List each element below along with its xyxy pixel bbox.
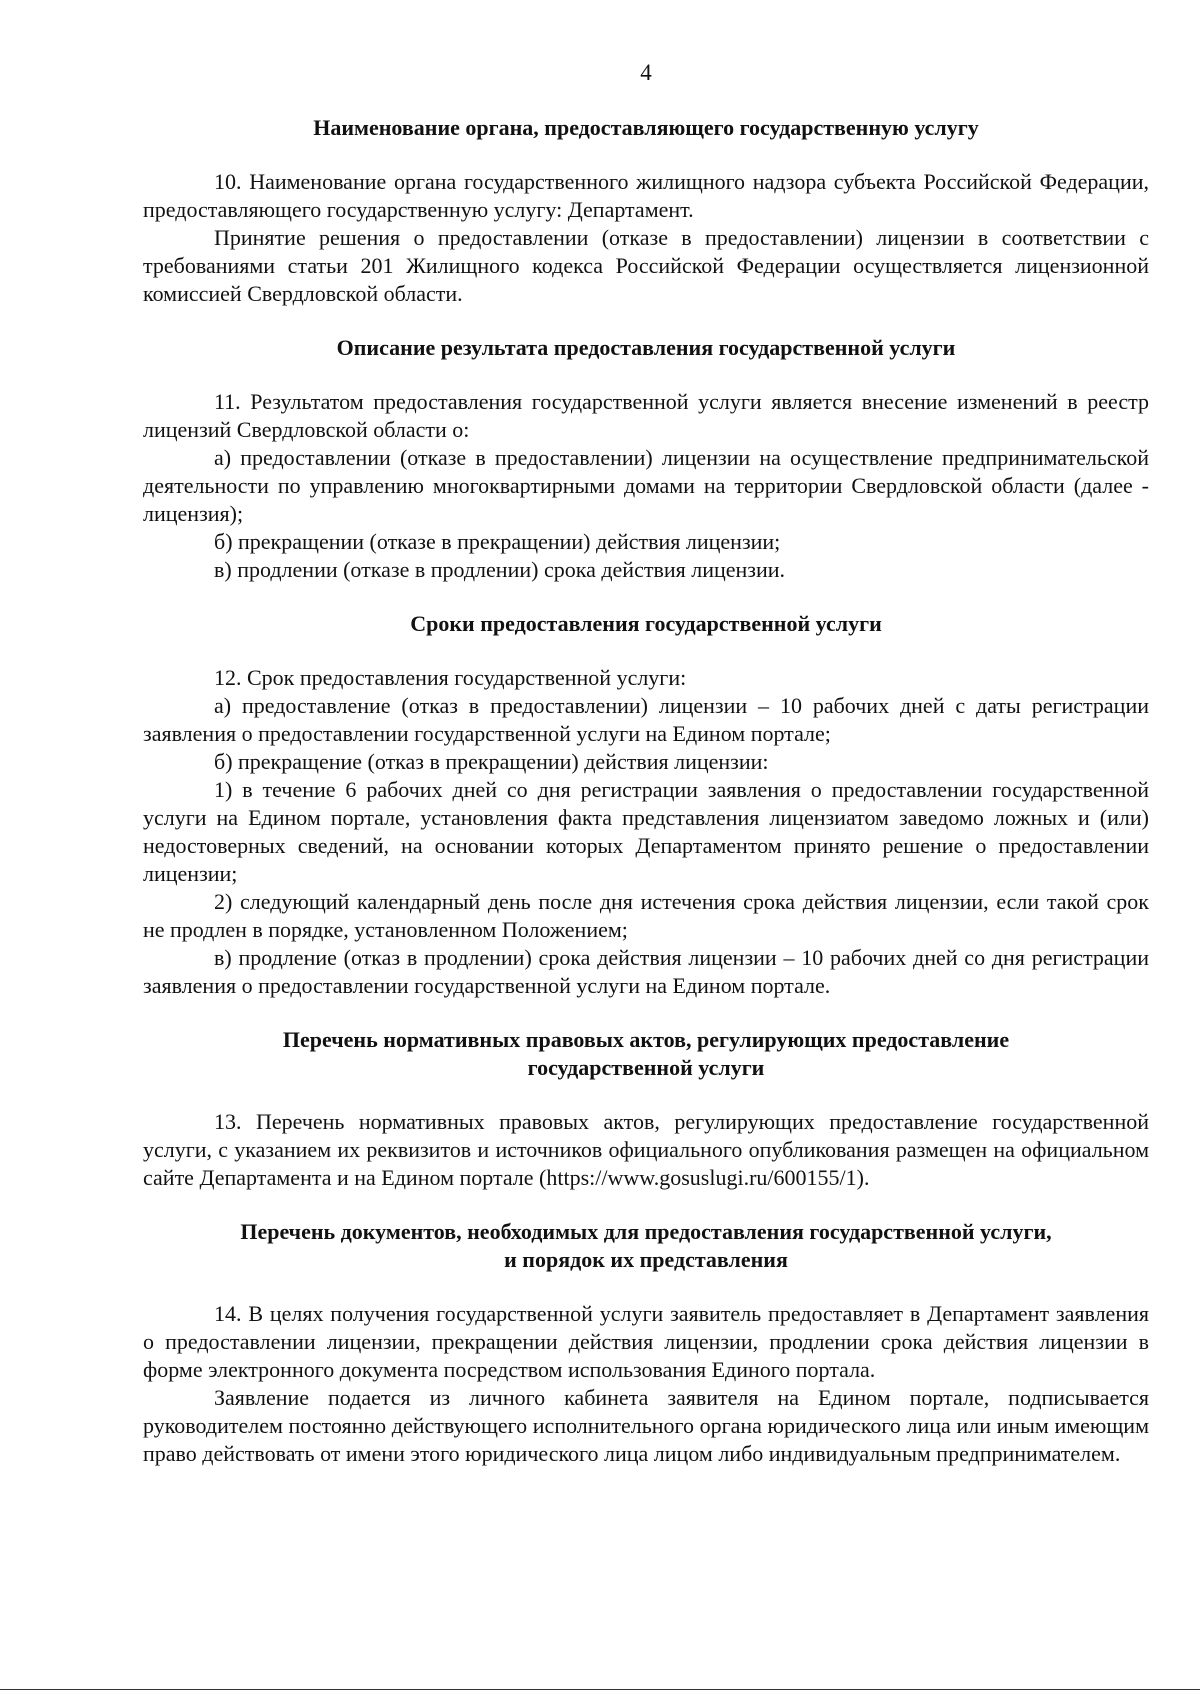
paragraph: 13. Перечень нормативных правовых актов, регулирующих предоставление государственной услуги, с указанием их реквизитов и источников официального опубликования размещен на официальном сайте Департамента и на Едином портале (https://www.gosuslugi.ru/600155/1). [143, 1109, 1149, 1190]
paragraph: а) предоставление (отказ в предоставлении) лицензии – 10 рабочих дней с даты регистрации заявления о предоставлении государственной услуги на Едином портале; [143, 693, 1149, 746]
section-heading [143, 1026, 1149, 1082]
heading-line: государственной услуги [527, 1055, 765, 1080]
paragraph: в) продлении (отказе в продлении) срока действия лицензии. [214, 557, 786, 582]
section-heading: Сроки предоставления государственной услуги [410, 611, 882, 636]
page-bottom-rule [0, 1689, 1200, 1690]
paragraph: б) прекращение (отказ в прекращении) действия лицензии: [214, 749, 769, 774]
paragraph: 10. Наименование органа государственного жилищного надзора субъекта Российской Федерации, предоставляющего государственную услугу: Департамент. [143, 169, 1149, 222]
section-heading [143, 1218, 1149, 1274]
section-heading: Наименование органа, предоставляющего государственную услугу [313, 115, 979, 140]
paragraph: Заявление подается из личного кабинета заявителя на Едином портале, подписывается руководителем постоянно действующего исполнительного органа юридического лица или иным имеющим право действовать от имени этого юридического лица лицом либо индивидуальным предпринимателем. [143, 1385, 1149, 1466]
page-number: 4 [640, 60, 652, 85]
heading-line: Перечень документов, необходимых для предоставления государственной услуги, [240, 1219, 1052, 1244]
section-terms [143, 610, 1149, 1000]
paragraph: 2) следующий календарный день после дня истечения срока действия лицензии, если такой срок не продлен в порядке, установленном Положением; [143, 889, 1149, 942]
paragraph: 1) в течение 6 рабочих дней со дня регистрации заявления о предоставлении государственной услуги на Едином портале, установления факта представления лицензиатом заведомо ложных и (или) недостоверных сведений, на основании которых Департаментом принято решение о предоставлении лицензии; [143, 777, 1149, 886]
paragraph: 12. Срок предоставления государственной услуги: [214, 665, 687, 690]
paragraph: б) прекращении (отказе в прекращении) действия лицензии; [214, 529, 781, 554]
paragraph: 11. Результатом предоставления государственной услуги является внесение изменений в реестр лицензий Свердловской области о: [143, 389, 1149, 442]
section-authority [143, 114, 1149, 308]
document-page [143, 60, 1149, 1468]
heading-line: и порядок их представления [504, 1247, 788, 1272]
paragraph: 14. В целях получения государственной услуги заявитель предоставляет в Департамент заявления о предоставлении лицензии, прекращении действия лицензии, продлении срока действия лицензии в форме электронного документа посредством использования Единого портала. [143, 1301, 1149, 1382]
paragraph: Принятие решения о предоставлении (отказе в предоставлении) лицензии в соответствии с требованиями статьи 201 Жилищного кодекса Российской Федерации осуществляется лицензионной комиссией Свердловской области. [143, 225, 1149, 306]
paragraph: а) предоставлении (отказе в предоставлении) лицензии на осуществление предпринимательской деятельности по управлению многоквартирными домами на территории Свердловской области (далее - лицензия); [143, 445, 1149, 526]
heading-line: Перечень нормативных правовых актов, регулирующих предоставление [282, 1027, 1010, 1052]
section-heading: Описание результата предоставления государственной услуги [336, 335, 956, 360]
paragraph: в) продление (отказ в продлении) срока действия лицензии – 10 рабочих дней со дня регистрации заявления о предоставлении государственной услуги на Едином портале. [143, 945, 1149, 998]
section-legal-acts [143, 1026, 1149, 1192]
section-result [143, 334, 1149, 584]
section-documents [143, 1218, 1149, 1468]
